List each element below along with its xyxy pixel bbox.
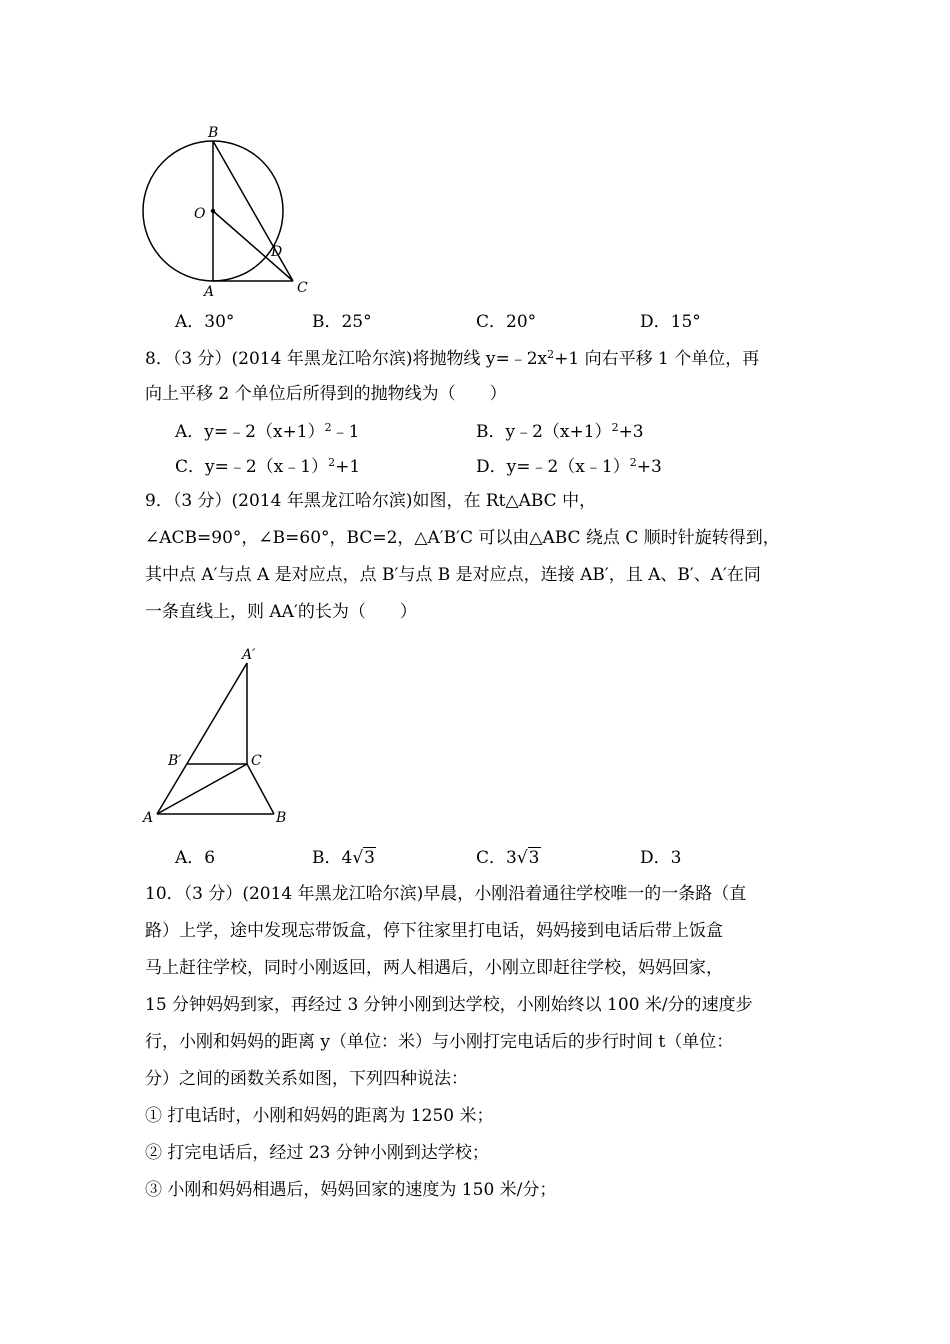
q9-line-2: ∠ACB=90°，∠B=60°，BC=2，△A′B′C 可以由△ABC 绕点 C 顺时针旋转得到，: [145, 528, 780, 548]
center-dot: [211, 209, 215, 213]
q8-option-a[interactable]: A．$y=﹣2(x+1)^2﹣1$: [175, 421, 360, 442]
q8-option-c[interactable]: C．y=﹣2（x﹣1）$^2$+1: [175, 456, 361, 477]
q10-line-4: 15 分钟妈妈到家，再经过 3 分钟小刚到达学校，小刚始终以 100 米/分的速度步: [145, 995, 753, 1015]
q9-option-b[interactable]: B．4√3: [312, 848, 375, 868]
q9-option-c[interactable]: C．3√3: [476, 848, 540, 868]
q10-statement-3: ③ 小刚和妈妈相遇后，妈妈回家的速度为 150 米/分；: [145, 1180, 557, 1200]
q7-option-c[interactable]: C．20°: [476, 312, 537, 332]
label-c: C: [297, 280, 308, 296]
q7-option-a[interactable]: A．30°: [175, 312, 235, 332]
q9-line-1: 9．（3 分）(2014 年黑龙江哈尔滨)如图，在 Rt△ABC 中，: [145, 491, 597, 511]
q8-line-2: 向上平移 2 个单位后所得到的抛物线为（ ）: [145, 384, 507, 404]
label-b2: B: [276, 810, 287, 826]
sqrt-symbol: √3: [352, 848, 375, 868]
label-c2: C: [251, 753, 262, 769]
q10-line-6: 分）之间的函数关系如图，下列四种说法：: [145, 1069, 468, 1089]
q10-line-2: 路）上学，途中发现忘带饭盒，停下往家里打电话，妈妈接到电话后带上饭盒: [145, 921, 723, 941]
label-a: A: [204, 284, 215, 300]
label-d: D: [271, 244, 283, 260]
q10-line-3: 马上赶往学校，同时小刚返回，两人相遇后，小刚立即赶往学校，妈妈回家，: [145, 958, 723, 978]
q9-line-4: 一条直线上，则 AA′的长为（ ）: [145, 602, 417, 622]
label-a2: A: [143, 810, 154, 826]
q10-line-5: 行，小刚和妈妈的距离 y（单位：米）与小刚打完电话后的步行时间 t（单位：: [145, 1032, 734, 1052]
q9-option-d[interactable]: D．3: [640, 848, 682, 868]
q8-option-b[interactable]: B．$y﹣2(x+1)^2+3$: [476, 421, 644, 442]
q8-line-1: 8．（3 分）(2014 年黑龙江哈尔滨)将抛物线 $y=﹣2x^2+1$ 向右平移 1 个单位，再: [145, 348, 760, 369]
q8-option-d[interactable]: D．y=﹣2（x﹣1）$^2$+3: [476, 456, 662, 477]
q10-statement-1: ① 打电话时，小刚和妈妈的距离为 1250 米；: [145, 1106, 494, 1126]
segment-ac: [157, 764, 247, 814]
segment-a-aprime: [157, 663, 247, 814]
sqrt-symbol: √3: [516, 848, 540, 868]
q7-option-d[interactable]: D．15°: [640, 312, 701, 332]
label-b: B: [208, 125, 219, 141]
label-o: O: [194, 206, 206, 222]
triangle-figure: [135, 640, 295, 830]
label-a-prime: A′: [242, 647, 256, 663]
q9-option-a[interactable]: A．6: [175, 848, 216, 868]
label-b-prime: B′: [168, 753, 182, 769]
q7-option-b[interactable]: B．25°: [312, 312, 372, 332]
q10-line-1: 10．（3 分）(2014 年黑龙江哈尔滨)早晨，小刚沿着通往学校唯一的一条路（直: [145, 884, 747, 904]
circle-figure: [130, 118, 330, 303]
q9-line-3: 其中点 A′与点 A 是对应点，点 B′与点 B 是对应点，连接 AB′，且 A、B′、A′在同: [145, 565, 761, 585]
q10-statement-2: ② 打完电话后，经过 23 分钟小刚到达学校；: [145, 1143, 489, 1163]
segment-cb: [247, 764, 274, 814]
segment-bc: [213, 141, 293, 281]
